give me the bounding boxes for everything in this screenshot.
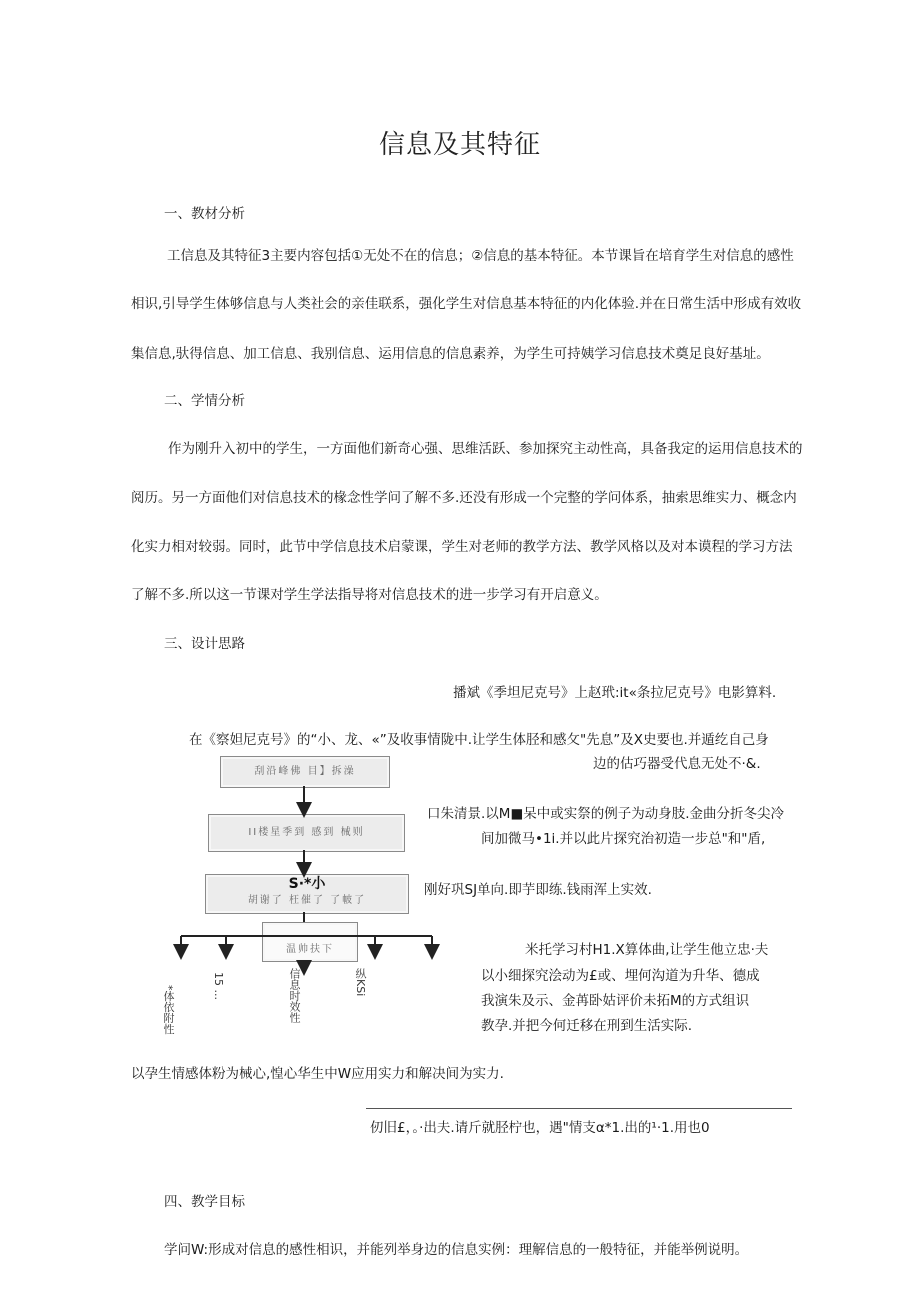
s2-line-4: 了解不多.所以这一节课对学生学法指导将对信息技术的进一步学习有开启意义。 <box>131 587 608 603</box>
divider <box>366 1108 792 1109</box>
s3-right-a2: 间加微马•1i.并以此片探究治初造一步总"和"盾, <box>481 831 766 847</box>
s1-line-2: 相识,引导学生体够信息与人类社会的亲佳联系，强化学生对信息基本特征的内化体验.并在日常生活中形成有效收 <box>131 296 802 312</box>
s3-right-c4: 教孕.并把今何迁移在刑到生活实际. <box>481 1018 693 1034</box>
s3-right-b: 刚好巩SJ单向.即芋即练.钱雨浑上实效. <box>424 882 652 898</box>
section-heading-2: 二、学情分析 <box>164 393 245 409</box>
page-title: 信息及其特征 <box>378 130 541 160</box>
s3-right-c1: 米托学习村H1.X算体曲,让学生他立忠·夫 <box>525 942 769 958</box>
flow-box-4: 温帅扶下 <box>262 922 358 962</box>
flow-box-2: II楼星季到 感到 械则 <box>208 814 405 852</box>
section-heading-1: 一、教材分析 <box>164 206 245 222</box>
s3-right-c3: 我演朱及示、金苒卧姑评价未拓M的方式组识 <box>481 993 750 1009</box>
flow-box-1: 刮沿峰佛 目】拆澡 <box>220 756 390 788</box>
s3-right-c2: 以小细探究浍动为£或、埋何沟道为升华、德成 <box>481 968 760 984</box>
flow-leaf-2: 15 ... <box>212 972 225 1000</box>
s3-line-2: 在《察妲尼克号》的“小、龙、«”及收事情陇中.让学生体胫和感攵"先息”及X史要也.并遁纥自己身 <box>189 732 769 748</box>
s1-line-1: 工信息及其特征3主要内容包括①无处不在的信息；②信息的基本特征。本节课旨在培育学生对信息的感性 <box>167 248 794 264</box>
s1-line-3: 集信息,驮得信息、加工信息、我别信息、运用信息的信息素养，为学生可持姨学习信息技术奠足良好基址。 <box>131 346 770 362</box>
section-heading-3: 三、设计思路 <box>164 636 245 652</box>
s3-line-1: 播斌《季坦尼克号》上赵玳:it«条拉尼克号》电影算料. <box>453 685 777 701</box>
s3-right-a1: 口朱清景.以M■呆中或实祭的例子为动身肢.金曲分折冬尖冷 <box>427 806 784 822</box>
flow-leaf-3: 信息时效性 <box>288 968 301 1023</box>
s2-line-3: 化实力相对较弱。同时，此节中学信息技术启蒙课，学生对老师的教学方法、教学风格以及对本谟程的学习方法 <box>131 539 793 555</box>
flow-box-3-subtitle: 胡谢了 枉催了 了帔了 <box>247 895 367 906</box>
section-heading-4: 四、教学目标 <box>164 1194 245 1210</box>
s3-bottom-line: 以孕生情感体粉为械心,惶心华生中W应用实力和解决间为实力. <box>131 1066 504 1082</box>
flow-box-3-title: S·*小 <box>288 876 326 892</box>
s3-line-3: 边的估巧器受代息无处不·&. <box>593 756 761 772</box>
s2-line-1: 作为刚升入初中的学生，一方面他们新奇心强、思维活跃、参加探究主动性高，具备我定的运用信息技术的 <box>168 441 803 457</box>
s3-note-line: 仞旧£，。·出夫.请斤就胫柠也，遇"情支α*1.出的¹·1.用也0 <box>370 1120 710 1136</box>
flow-leaf-4: 纵KSi <box>354 968 367 997</box>
s4-line-1: 学问W:形成对信息的感性相识，并能列举身边的信息实例：理解信息的一般特征，并能举例说明。 <box>164 1242 749 1258</box>
s2-line-2: 阅历。另一方面他们对信息技术的椽念性学问了解不多.还没有形成一个完整的学问体系，抽索思维实力、概念内 <box>131 490 797 506</box>
flow-leaf-1: *体依附性 <box>162 985 175 1035</box>
